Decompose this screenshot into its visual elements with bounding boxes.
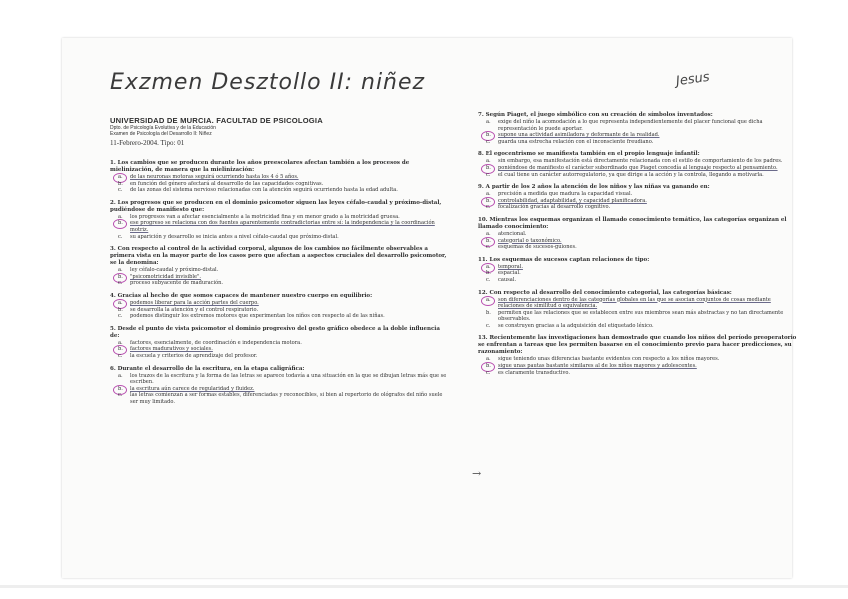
option-letter: c. — [118, 187, 123, 194]
option-text: en función del género afectará al desarrollo de las capacidades cognitivas. — [130, 180, 324, 187]
answer-option — [110, 313, 450, 320]
option-text: precisión a medida que madura la capacidad visual. — [498, 191, 633, 198]
option-letter: c. — [118, 233, 123, 240]
option-text: es claramente transductivo. — [498, 369, 571, 376]
option-letter: b. — [486, 197, 491, 204]
option-text: poniéndose de manifiesto el carácter subordinado que Piaget concedía al lenguaje respecto al pensamiento. — [498, 164, 778, 171]
option-text: se construyen gracias a la adquisición del etiquetado léxico. — [498, 322, 654, 329]
answer-option — [110, 373, 450, 386]
option-letter: b. — [118, 306, 123, 313]
option-text: proceso subyacente de maduración. — [130, 280, 224, 287]
answer-option — [478, 363, 798, 370]
option-text: controlabilidad, adaptabilidad, y capacidad planificadora. — [498, 197, 647, 204]
question — [110, 326, 450, 360]
answer-option — [478, 165, 798, 172]
answer-option — [478, 172, 798, 179]
option-letter: b. — [486, 309, 491, 316]
option-text: exige del niño la acomodación a lo que representa independientemente del placer funcional que dicha representación le puede aportar. — [498, 119, 763, 132]
option-text: focalización gracias al desarrollo cognitivo. — [498, 204, 611, 211]
option-text: se desarrolla la atención y el control respiratorio. — [130, 306, 259, 313]
option-letter: a. — [486, 191, 491, 198]
option-letter: b. — [486, 132, 491, 139]
answer-option — [478, 132, 798, 139]
option-text: espacial. — [498, 270, 521, 277]
option-letter: b. — [118, 273, 123, 280]
answer-option — [478, 158, 798, 165]
answer-option — [478, 204, 798, 211]
question-stem: 13. Recientemente las investigaciones han demostrado que cuando los niños del período preoperatorio se enfrentan a tareas que les permiten basarse en el conocimiento previo para hacer predicciones, su razonamiento: — [478, 335, 797, 356]
option-text: de las zonas del sistema nervioso relacionadas con la atención seguirá ocurriendo hasta la edad adulta. — [130, 187, 398, 194]
option-letter: a. — [118, 267, 123, 274]
option-text: atencional. — [498, 230, 527, 237]
question — [110, 200, 450, 240]
handwritten-name: Jesus — [675, 69, 711, 90]
option-letter: a. — [486, 356, 491, 363]
option-letter: c. — [486, 276, 491, 283]
option-letter: a. — [118, 372, 123, 379]
option-letter: c. — [486, 369, 491, 376]
option-text: los trazos de la escritura y la forma de las letras se aparece todavía a una situación en la que se dibujan letras más que se escriben. — [130, 372, 447, 386]
university-name: UNIVERSIDAD DE MURCIA. FACULTAD DE PSICOLOGIA — [110, 116, 323, 125]
question — [110, 293, 450, 320]
option-text: las letras comienzan a ser formas estables, diferenciadas y reconocibles, si bien al repertorio de ológrafos del niño suele ser muy limitado. — [130, 392, 443, 405]
option-text: podemos distinguir los extremos motores que experimentan los niños con respecto al de las niñas. — [130, 313, 385, 320]
option-letter: a. — [118, 299, 123, 306]
question — [478, 290, 798, 330]
question-stem: 6. Durante el desarrollo de la escritura, en la etapa caligráfica: — [110, 365, 305, 372]
right-column — [478, 112, 798, 382]
exam-header — [110, 116, 430, 147]
option-text: podemos liberar para la acción partes del cuerpo. — [130, 299, 259, 306]
option-letter: b. — [486, 270, 491, 277]
option-letter: c. — [486, 244, 491, 251]
arrow-mark: → — [472, 467, 482, 480]
option-text: el cual tiene un carácter autorregulatorio, ya que dirige a la acción y la controla, llegando a motivarla. — [498, 171, 764, 178]
option-letter: b. — [118, 385, 123, 392]
option-text: esquemas de sucesos-guiones. — [498, 244, 577, 251]
answer-option — [110, 280, 450, 287]
answer-option — [478, 264, 798, 271]
answer-option — [478, 231, 798, 238]
question-stem: 5. Desde el punto de vista psicomotor el dominio progresivo del gesto gráfico obedece a la doble influencia de: — [110, 325, 440, 339]
handwritten-title: Exzmen Desztollo II: niñez — [110, 70, 426, 95]
question-stem: 7. Según Piaget, el juego simbólico con su creación de símbolos inventados: — [478, 112, 713, 118]
option-letter: b. — [118, 180, 123, 187]
answer-option — [478, 139, 798, 146]
answer-option — [110, 267, 450, 274]
question — [478, 217, 798, 251]
option-text: la escritura aún carece de regularidad y fluidez. — [130, 385, 255, 392]
question — [478, 184, 798, 211]
option-text: de las neuronas motoras seguirá ocurriendo hasta los 4 ó 5 años. — [130, 174, 299, 180]
question — [110, 366, 450, 406]
option-letter: a. — [486, 230, 491, 237]
answer-option — [478, 370, 798, 377]
option-letter: a. — [118, 213, 123, 220]
option-text: ley céfalo-caudal y próximo-distal. — [130, 267, 219, 274]
page-edge — [0, 585, 848, 588]
answer-option — [478, 277, 798, 284]
option-text: sigue teniendo unas diferencias bastante evidentes con respecto a los niños mayores. — [498, 356, 720, 363]
option-letter: c. — [486, 322, 491, 329]
answer-option — [478, 191, 798, 198]
option-text: factores, esencialmente, de coordinación e independencia motora. — [130, 339, 302, 346]
option-text: sigue unas pautas bastante similares al de los niños mayores y adolescentes. — [498, 363, 697, 370]
option-text: los progresos van a afectar esencialmente a la motricidad fina y en menor grado a la motricidad gruesa. — [130, 213, 400, 220]
option-letter: c. — [118, 280, 123, 287]
answer-option — [478, 297, 798, 310]
question — [110, 246, 450, 287]
selected-answer-circle — [481, 296, 495, 306]
answer-option — [478, 323, 798, 330]
answer-option — [110, 340, 450, 347]
option-text: categorial o taxonómico. — [498, 237, 562, 244]
option-text: temporal. — [498, 263, 523, 270]
question-stem: 9. A partir de los 2 años la atención de los niños y las niñas va ganando en: — [478, 184, 710, 191]
exam-title: Examen de Psicología del Desarrollo II: Niñez — [110, 131, 212, 137]
question-stem: 10. Mientras los esquemas organizan el llamado conocimiento temático, las categorías organizan el llamado conocimiento: — [478, 216, 787, 230]
answer-option — [110, 300, 450, 307]
option-letter: b. — [118, 220, 123, 227]
question-stem: 2. Los progresos que se producen en el dominio psicomotor siguen las leyes céfalo-caudal y próximo-distal, pudiéndose de manifiesto que: — [110, 199, 442, 213]
answer-option — [110, 174, 450, 181]
answer-option — [110, 346, 450, 353]
option-letter: c. — [486, 204, 491, 211]
option-text: supone una actividad asimiladora y deformante de la realidad. — [498, 132, 660, 139]
question-stem: 4. Gracias al hecho de que somos capaces de mantener nuestro cuerpo en equilibrio: — [110, 292, 373, 299]
option-letter: b. — [486, 164, 491, 171]
option-letter: c. — [486, 171, 491, 178]
option-text: permiten que las relaciones que se establecen entre sus miembros sean más abstractas y no tan directamente observables. — [498, 309, 784, 323]
answer-option — [110, 220, 450, 233]
question — [478, 257, 798, 284]
question-stem: 11. Los esquemas de sucesos captan relaciones de tipo: — [478, 256, 650, 263]
question-stem: 12. Con respecto al desarrollo del conocimiento categorial, las categorías básicas: — [478, 289, 732, 296]
question — [478, 335, 798, 376]
option-letter: a. — [486, 263, 491, 270]
option-text: factores madurativos y sociales. — [130, 346, 213, 353]
option-text: son diferenciaciones dentro de las categorías globales en las que se asocian conjuntos de cosas mediante relaciones de similitud o equivalencia. — [498, 296, 771, 310]
option-text: causal. — [498, 276, 517, 283]
question — [110, 160, 450, 194]
option-letter: c. — [118, 313, 123, 320]
question — [478, 112, 798, 145]
option-letter: a. — [118, 339, 123, 346]
option-text: su aparición y desarrollo se inicia antes a nivel céfalo-caudal que próximo-distal. — [130, 233, 339, 240]
option-letter: b. — [486, 363, 491, 370]
option-text: ese progreso se relaciona con dos fuentes aparentemente contradictorias entre sí: la independencia y la coordinación motriz. — [130, 220, 435, 233]
option-text: sin embargo, esa manifestación está directamente relacionada con el estilo de comportamiento de los padres. — [498, 158, 783, 165]
answer-option — [478, 244, 798, 251]
answer-option — [478, 119, 798, 132]
answer-option — [110, 353, 450, 360]
question-stem: 1. Los cambios que se producen durante los años preescolares afectan también a los procesos de mielinización, de manera que la mielinización: — [110, 160, 410, 173]
option-letter: c. — [118, 352, 123, 359]
option-text: guarda una estrecha relación con el inconsciente freudiano. — [498, 138, 654, 145]
answer-option — [110, 392, 450, 405]
option-letter: a. — [118, 174, 123, 180]
selected-answer-circle — [113, 219, 127, 229]
option-letter: b. — [486, 237, 491, 244]
answer-option — [478, 270, 798, 277]
department: Dpto. de Psicología Evolutiva y de la Educación — [110, 125, 216, 131]
exam-date: 11-Febrero-2004. Tipo: 01 — [110, 139, 185, 147]
option-letter: b. — [118, 346, 123, 353]
answer-option — [478, 310, 798, 323]
option-letter: a. — [486, 296, 491, 303]
answer-option — [110, 187, 450, 194]
answer-option — [478, 238, 798, 245]
question — [478, 151, 798, 178]
left-column — [110, 160, 450, 411]
question-stem: 3. Con respecto al control de la actividad corporal, algunos de los cambios no fácilmente observables a primera vista en la mayor parte de los casos pero que afectan a aspectos cruciales del desarrollo psicomotor, se la denomina: — [110, 246, 447, 267]
answer-option — [110, 234, 450, 241]
option-text: "psicomotricidad invisible". — [130, 273, 201, 280]
question-stem: 8. El egocentrismo se manifiesta también en el propio lenguaje infantil: — [478, 151, 700, 158]
option-letter: c. — [118, 392, 123, 399]
option-text: la escuela y criterios de aprendizaje del profesor. — [130, 352, 258, 359]
option-letter: a. — [486, 158, 491, 165]
option-letter: c. — [486, 138, 491, 145]
option-letter: a. — [486, 119, 491, 125]
